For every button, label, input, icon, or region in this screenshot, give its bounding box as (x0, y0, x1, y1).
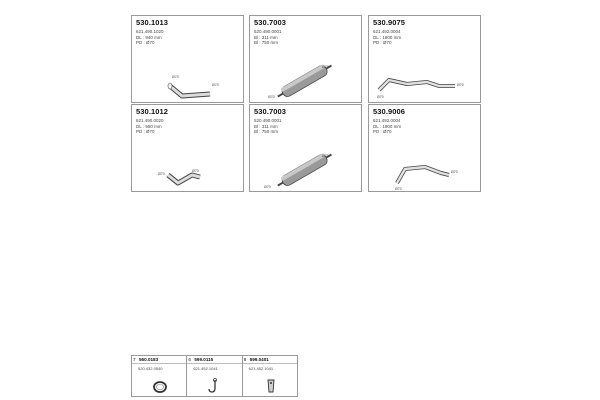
part-length: DL : 1800 mm (373, 34, 402, 40)
end-label: Ø70 (172, 75, 179, 79)
part-card[interactable] (368, 104, 481, 192)
elbow-pipe-icon (132, 105, 245, 193)
part-length: Bl : 311 mm (254, 34, 278, 40)
end-label: Ø70 (395, 187, 402, 191)
part-card[interactable] (368, 15, 481, 103)
end-label: Ø70 (212, 83, 219, 87)
part-length: DL : 950 mm (136, 123, 162, 129)
end-label: Ø70 (451, 170, 458, 174)
part-code: 530.1013 (136, 18, 169, 27)
part-reference: 621.492.0004 (373, 118, 401, 123)
hanger-hook-icon (187, 356, 243, 398)
part-code: 530.7003 (254, 107, 287, 116)
accessory-qty: 7 (133, 357, 136, 362)
end-label: Ø70 (457, 83, 464, 87)
part-code: 530.9075 (373, 18, 406, 27)
accessory-qty: 6 (188, 357, 191, 362)
accessory-cell[interactable] (132, 356, 187, 396)
part-reference: 520.490.0001 (254, 29, 282, 34)
part-card[interactable] (249, 15, 362, 103)
accessory-reference: 520.432.0540 (138, 366, 163, 371)
part-reference: 621.492.0004 (373, 29, 401, 34)
part-length: DL : 1800 mm (373, 123, 402, 129)
part-reference: 621.490.0020 (136, 118, 164, 123)
accessory-code: 560.0183 (139, 357, 159, 362)
end-label: Ø70 (322, 65, 329, 69)
accessory-reference: 621.452.1041 (193, 366, 218, 371)
end-label: Ø70 (268, 95, 275, 99)
accessory-code: 599.0115 (194, 357, 214, 362)
clamp-ring-icon (132, 356, 188, 398)
accessories-table (131, 355, 298, 397)
accessory-qty: 8 (243, 357, 247, 362)
part-diameter: Bl : 750 mm (254, 40, 279, 46)
rubber-mount-icon (243, 356, 299, 398)
end-label: Ø70 (322, 154, 329, 158)
end-label: Ø70 (377, 95, 384, 99)
accessory-reference: 621.452.1041 (248, 366, 274, 371)
accessory-cell[interactable] (187, 356, 242, 396)
accessory-code: 599.0401 (249, 357, 269, 362)
end-label: Ø70 (264, 185, 271, 189)
part-diameter: Bl : 750 mm (254, 129, 279, 135)
part-card[interactable] (131, 15, 244, 103)
bent-pipe-icon (369, 16, 482, 104)
part-diameter: PD : Ø70 (136, 40, 155, 46)
part-length: Bl : 311 mm (254, 123, 278, 129)
part-card[interactable] (249, 104, 362, 192)
part-card[interactable] (131, 104, 244, 192)
part-diameter: PD : Ø70 (136, 129, 155, 135)
part-code: 530.1012 (136, 107, 169, 116)
part-diameter: PD : Ø70 (373, 129, 392, 135)
end-label: Ø70 (192, 169, 199, 173)
elbow-pipe-icon (132, 16, 245, 104)
bent-pipe-icon (369, 105, 482, 193)
muffler-icon (250, 105, 363, 193)
part-reference: 520.490.0001 (254, 118, 282, 123)
part-reference: 621.490.1020 (136, 29, 164, 34)
end-label: Ø70 (158, 172, 165, 176)
muffler-icon (250, 16, 363, 104)
part-diameter: PD : Ø70 (373, 40, 392, 46)
part-code: 530.7003 (254, 18, 287, 27)
part-length: DL : 940 mm (136, 34, 162, 40)
accessory-cell[interactable] (243, 356, 297, 396)
part-code: 530.9006 (373, 107, 406, 116)
